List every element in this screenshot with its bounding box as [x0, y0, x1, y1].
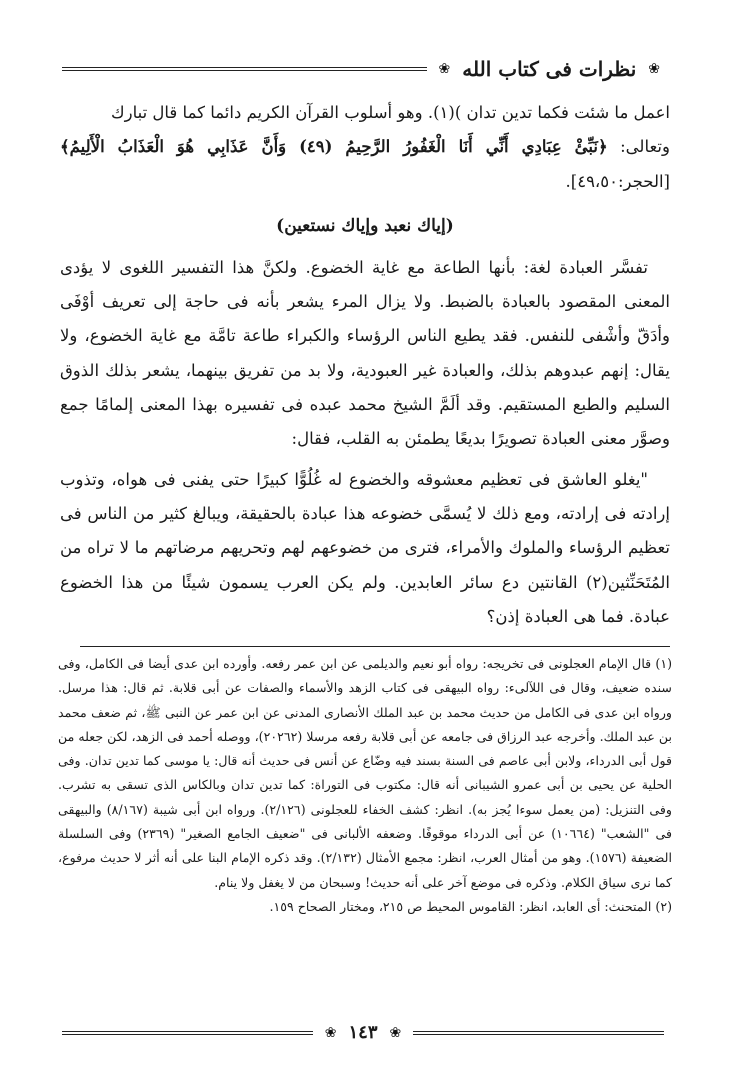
footnotes: [58, 652, 672, 919]
main-text: [60, 96, 670, 634]
verse-reference: [الحجر:٤٩،٥٠].: [565, 171, 670, 191]
footer-rule-left: [62, 1031, 313, 1035]
header-rule: [62, 67, 427, 71]
intro-line-1: اعمل ما شئت فكما تدين تدان )(١). وهو أسلوب القرآن الكريم دائما كما قال تبارك: [111, 103, 670, 122]
footnote-2: (٢) المتحنث: أى العابد، انظر: القاموس المحيط ص ٢١٥، ومختار الصحاح ١٥٩.: [269, 898, 672, 914]
footer-rule-right: [413, 1031, 664, 1035]
intro-line-2: وتعالى:: [620, 137, 670, 157]
running-header: [62, 52, 664, 86]
page-footer: [62, 1018, 664, 1048]
quran-verse: ﴿نَبِّئْ عِبَادِي أَنِّي أَنَا الْغَفُورُ الرَّحِيمُ (٤٩) وَأَنَّ عَذَابِي هُوَ الْعَذَابُ الْأَلِيمُ﴾: [60, 137, 608, 157]
page-number: ١٤٣: [348, 1022, 378, 1043]
flower-ornament-icon: ❀: [648, 61, 660, 77]
flower-ornament-icon: ❀: [438, 61, 451, 77]
footnote-1: (١) قال الإمام العجلونى فى تخريجه: رواه أبو نعيم والديلمى عن ابن عمر رفعه. وأورده ابن عدى أيضا فى الكامل، وفى سنده ضعيف، وقال فى اللآلىء: رواه البيهقى فى كتاب الزهد والأسماء والصفات عن أبى قلابة. ثم قال: هذا مرسل. ورواه ابن عدى فى الكامل من حديث محمد بن عبد الملك الأنصارى المدنى عن ابن عمر عن النبى ﷺ، ثم ضعف محمد بن عبد الملك. وأخرجه عبد الرزاق فى جامعه عن أبى قلابة رفعه مرسلا (٢٠٢٦٢)، ووصله أحمد فى الزهد، لكن جعله من قول أبى الدرداء، ولابن أبى عاصم فى السنة بسند فيه وضّاع عن أنس فى حديث أنه قال: يا موسى كما تدين تدان. وفى الحلية عن يحيى بن أبى عمرو الشيبانى أنه قال: مكتوب فى التوراة: كما تدين تدان وبالكاس الذى تسقى به تشرب. وفى التنزيل: (من يعمل سوءا يُجز به). انظر: كشف الخفاء للعجلونى (٢/١٢٦). ورواه ابن أبى شيبة (٨/١٦٧) والبيهقى فى "الشعب" (١٠٦٦٤) عن أبى الدرداء موقوفًا. وضعفه الألبانى فى "ضعيف الجامع الصغير" (٢٣٦٩) وفى السلسلة الضعيفة (١٥٧٦). وهو من أمثال العرب، انظر: مجمع الأمثال (٢/١٣٢). وقد ذكره الإمام البنا على أنه أثر لا حديث مرفوع، كما نرى سياق الكلام. وذكره فى موضع آخر على أنه حديث! وسبحان من لا يغفل ولا ينام.: [58, 656, 673, 890]
paragraph: تفسَّر العبادة لغة: بأنها الطاعة مع غاية الخضوع. ولكنَّ هذا التفسير اللغوى لا يؤدى المعنى المقصود بالعبادة بالضبط. ولا يزال المرء يشعر بأنه فى حاجة إلى تعريف أوْفَى وأدَقّ وأشْفى للنفس. فقد يطيع الناس الرؤساء والكبراء طاعة تامَّة مع غاية الخضوع، ولا يقال: إنهم عبدوهم بذلك، والعبادة غير العبودية، ولا بد من تفريق بينهما، يشعر بذلك الذوق السليم والطبع المستقيم. وقد ألَمَّ الشيخ محمد عبده فى تفسيره بهذا المعنى إلمامًا جمع وصوَّر معنى العبادة تصويرًا بديعًا يطمئن به القلب، فقال:: [60, 257, 670, 449]
verse-line: [60, 130, 670, 199]
flower-ornament-icon: ❀: [324, 1025, 337, 1041]
footnote-separator: [80, 646, 670, 647]
flower-ornament-icon: ❀: [389, 1025, 402, 1041]
section-heading: (إياك نعبد وإياك نستعين): [276, 215, 454, 236]
running-title: نظرات فى كتاب الله: [462, 57, 637, 81]
quoted-paragraph: "يغلو العاشق فى تعظيم معشوقه والخضوع له غُلُوًّا كبيرًا حتى يفنى فى هواه، وتذوب إرادته فى إرادته، ومع ذلك لا يُسمَّى خضوعه هذا عبادة بالحقيقة، ويبالغ كثير من الناس فى تعظيم الرؤساء والملوك والأمراء، فترى من خضوعهم لهم وتحريهم مرضاتهم ما لا تراه من المُتَحَنِّثين(٢) القانتين دع سائر العابدين. ولم يكن العرب يسمون شيئًا من هذا الخضوع عبادة. فما هى العبادة إذن؟: [60, 469, 670, 626]
